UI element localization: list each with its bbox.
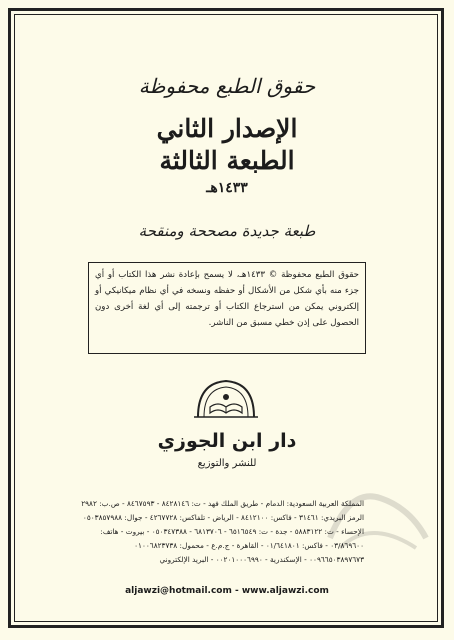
edition-heading: الإصدار الثاني (156, 114, 298, 143)
printing-heading: الطبعة الثالثة (159, 146, 295, 175)
rights-reserved-heading: حقوق الطبع محفوظة (138, 74, 316, 98)
copyright-notice: حقوق الطبع محفوظة © ١٤٣٣هـ، لا يسمح بإعادة نشر هذا الكتاب أو أي جزء منه بأي شكل من الأشكال أو حفظه ونسخه في أي نظام ميكانيكي أو إلكتروني يمكن من استرجاع الكتاب أو ترجمته إلى أي لغة أخرى دون الحصول على إذن خطي مسبق من الناشر. (88, 262, 366, 354)
address-line: ٠٠٩٦٦٥٠٣٨٩٧٦٧٣ - الإسكندرية - ٠٠٢٠١٠٠٠٦٩٩٠ - البريد الإلكتروني (159, 555, 364, 564)
revised-edition-line: طبعة جديدة مصححة ومنقحة (138, 222, 316, 240)
contact-line[interactable]: aljawzi@hotmail.com - www.aljawzi.com (125, 586, 329, 596)
year-heading: ١٤٣٣هـ (206, 180, 248, 196)
publisher-subtitle: للنشر والتوزيع (197, 458, 257, 469)
publisher-name: دار ابن الجوزي (157, 430, 297, 452)
address-line: ٠٣/٨٦٩٦٠٠ - فاكس: ٠١/٦٤١٨٠١ - القاهرة - ج.م.ع - محمول: ٠١٠٠٦٨٢٣٧٣٨ (134, 541, 364, 550)
address-line: الإحساء - ت: ٥٨٨٣١٢٢ - جدة - ت: ٦٥١٦٥٤٩ - ٦٨١٣٧٠٦ - ٠٥٠٣٤٧٣٨٨ - بيروت - هاتف: (100, 527, 364, 536)
address-line: المملكة العربية السعودية: الدمام - طريق الملك فهد - ت: ٨٤٢٨١٤٦ - ٨٤٦٧٥٩٣ - ص.ب: ٢٩٨٢ (81, 499, 364, 508)
publisher-logo-icon (192, 377, 260, 421)
address-line: الرمز البريدي: ٣١٤٦١ - فاكس: ٨٤١٢١٠٠ - الرياض - تلفاكس: ٤٢٦٧٧٢٨ - جوال: ٠٥٠٣٨٥٧٩٨٨ (82, 513, 364, 522)
